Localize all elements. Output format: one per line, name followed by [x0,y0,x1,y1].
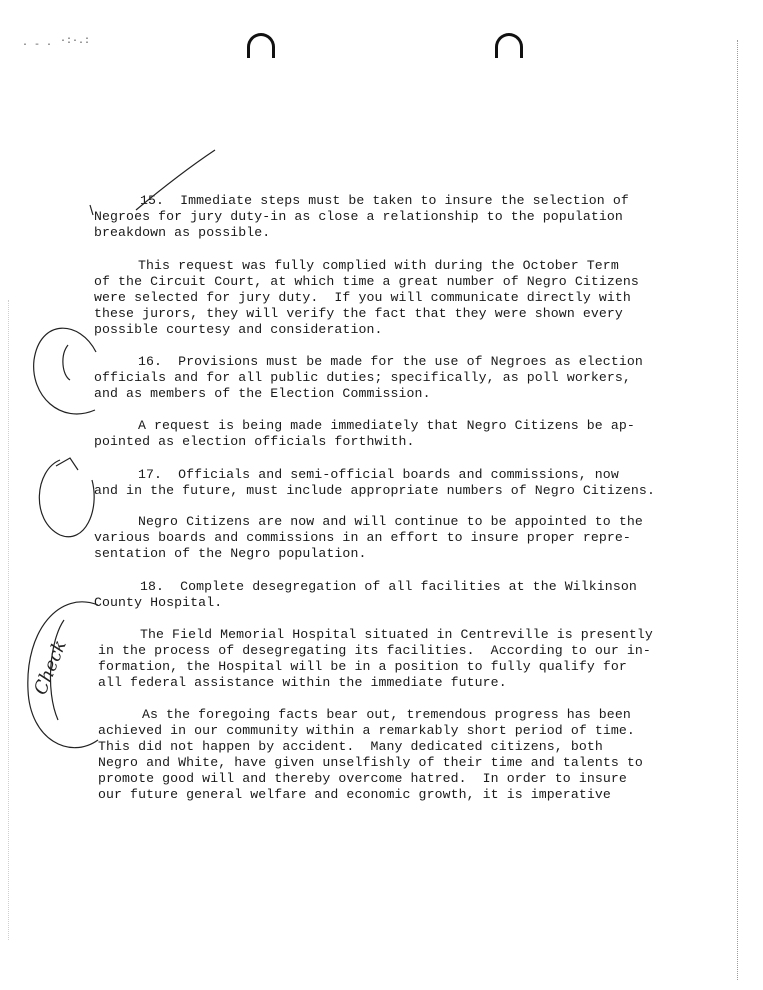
punch-hole-left [247,33,275,58]
response15-line-4: these jurors, they will verify the fact that they were shown every [94,306,623,321]
response17-line-3: sentation of the Negro population. [94,546,367,561]
item15-line-2: Negroes for jury duty-in as close a relationship to the population [94,209,623,224]
item15-line-1: 15. Immediate steps must be taken to insure the selection of [140,193,629,208]
pen-tick-15 [90,205,93,215]
response15-line-3: were selected for jury duty. If you will communicate directly with [94,290,631,305]
item18-line-2: County Hospital. [94,595,223,610]
page-edge-left [8,300,9,940]
handwritten-margin-note: Check [30,637,71,698]
pen-loop-16 [63,345,70,380]
conclusion-line-4: Negro and White, have given unselfishly of their time and talents to [98,755,643,770]
conclusion-line-3: This did not happen by accident. Many dedicated citizens, both [98,739,603,754]
response15-line-1: This request was fully complied with during the October Term [138,258,619,273]
pen-circle-16 [34,328,96,414]
conclusion-line-1: As the foregoing facts bear out, tremendous progress has been [142,707,631,722]
item17-line-1: 17. Officials and semi-official boards and commissions, now [138,467,619,482]
response16-line-2: pointed as election officials forthwith. [94,434,415,449]
response18-line-2: in the process of desegregating its facilities. According to our in- [98,643,651,658]
pen-hook-17 [56,458,78,470]
item16-line-2: officials and for all public duties; specifically, as poll workers, [94,370,631,385]
response15-line-2: of the Circuit Court, at which time a great number of Negro Citizens [94,274,639,289]
response18-line-1: The Field Memorial Hospital situated in Centreville is presently [140,627,653,642]
response15-line-5: possible courtesy and consideration. [94,322,383,337]
response18-line-3: formation, the Hospital will be in a position to fully qualify for [98,659,627,674]
pen-circle-17 [39,460,94,537]
response17-line-2: various boards and commissions in an effort to insure proper repre- [94,530,631,545]
page-edge-right [737,40,738,980]
scan-speck: · - · [22,40,53,51]
response18-line-4: all federal assistance within the immediate future. [98,675,507,690]
conclusion-line-5: promote good will and thereby overcome hatred. In order to insure [98,771,627,786]
item18-line-1: 18. Complete desegregation of all facilities at the Wilkinson [140,579,637,594]
item17-line-2: and in the future, must include appropriate numbers of Negro Citizens. [94,483,655,498]
response16-line-1: A request is being made immediately that Negro Citizens be ap- [138,418,635,433]
item15-line-3: breakdown as possible. [94,225,271,240]
scan-speck: ·:·.: [60,36,91,47]
item16-line-1: 16. Provisions must be made for the use of Negroes as election [138,354,643,369]
item16-line-3: and as members of the Election Commission. [94,386,431,401]
punch-hole-right [495,33,523,58]
conclusion-line-6: our future general welfare and economic growth, it is imperative [98,787,611,802]
conclusion-line-2: achieved in our community within a remarkably short period of time. [98,723,635,738]
response17-line-1: Negro Citizens are now and will continue to be appointed to the [138,514,643,529]
